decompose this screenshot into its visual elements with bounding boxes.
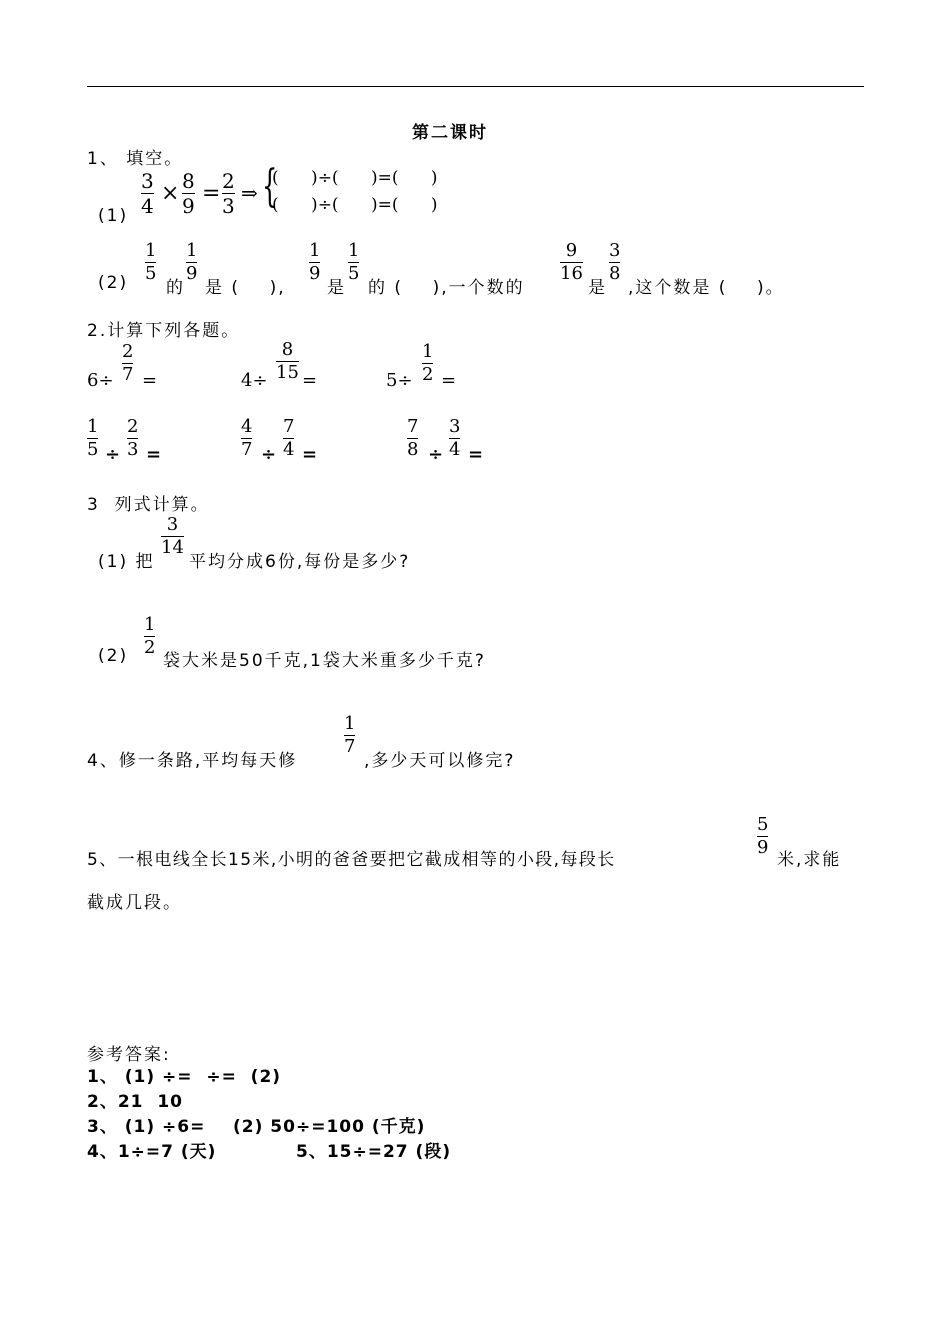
fraction: 1 5 — [87, 416, 99, 460]
expr-text: = — [302, 370, 318, 391]
expr-text: 6÷ — [87, 370, 114, 391]
q5-text: 米,求能 — [777, 850, 842, 870]
fraction: 1 7 — [344, 713, 356, 757]
fraction: 1 5 — [145, 240, 157, 284]
q5-text: 5、一根电线全长15米,小明的爸爸要把它截成相等的小段,每段长 — [87, 850, 616, 870]
fraction: 8 15 — [276, 339, 299, 383]
q5-text: 截成几段。 — [87, 893, 182, 913]
answer-line: 5、15÷=27 (段) — [296, 1142, 452, 1162]
fraction: 3 14 — [161, 514, 184, 558]
page-title: 第二课时 — [412, 123, 488, 143]
fraction: 3 4 — [449, 416, 461, 460]
fraction: 3 8 — [609, 240, 621, 284]
expr-text: 5÷ — [386, 370, 413, 391]
fraction: 1 9 — [186, 240, 198, 284]
q3-p2-label: (2) — [98, 646, 129, 666]
text: 的 ( ),一个数的 — [368, 278, 525, 298]
answer-line: 1、 (1) ÷= ÷= (2) — [87, 1067, 282, 1087]
expr-text: = — [302, 444, 318, 465]
q3-heading: 3 列式计算。 — [87, 495, 210, 515]
divide-sign: ÷ — [105, 444, 121, 465]
text: 是 — [588, 278, 607, 298]
fraction: 7 8 — [407, 416, 419, 460]
answers-heading: 参考答案: — [87, 1045, 171, 1065]
divide-sign: ÷ — [261, 444, 277, 465]
expr-text: = — [146, 444, 162, 465]
fraction: 1 9 — [309, 240, 321, 284]
fraction: 3 4 — [141, 169, 154, 218]
q2-heading: 2.计算下列各题。 — [87, 321, 241, 341]
q1-heading: 1、 填空。 — [87, 149, 184, 169]
expr-text: = — [441, 370, 457, 391]
fraction: 1 5 — [348, 240, 360, 284]
q1-p2-label: (2) — [98, 273, 129, 293]
fraction: 1 2 — [422, 341, 434, 385]
q3-p1-text: (1) 把 — [98, 552, 155, 572]
fraction: 2 3 — [127, 416, 139, 460]
brace-row: ( )÷( )=( ) — [272, 195, 438, 215]
left-brace: { — [262, 161, 278, 212]
fraction: 4 7 — [241, 416, 253, 460]
q3-p1-text: 平均分成6份,每份是多少? — [189, 552, 411, 572]
answer-line: 4、1÷=7 (天) — [87, 1142, 217, 1162]
answer-line: 3、 (1) ÷6= (2) 50÷=100 (千克) — [87, 1117, 426, 1137]
text: 是 ( ), — [205, 278, 286, 298]
fraction: 5 9 — [757, 814, 769, 858]
expr-text: = — [142, 370, 158, 391]
q4-text: 4、修一条路,平均每天修 — [87, 751, 298, 771]
fraction: 8 9 — [182, 169, 195, 218]
implies-arrow: ⇒ — [241, 181, 258, 205]
q3-p2-text: 袋大米是50千克,1袋大米重多少千克? — [163, 651, 486, 671]
expr-text: 4÷ — [241, 370, 268, 391]
fraction: 1 2 — [144, 614, 156, 658]
equals-sign: = — [202, 181, 221, 206]
answer-line: 2、21 10 — [87, 1092, 183, 1112]
header-rule — [87, 86, 864, 87]
fraction: 2 3 — [222, 169, 235, 218]
divide-sign: ÷ — [428, 444, 444, 465]
q1-p1-label: (1) — [98, 206, 129, 226]
q4-text: ,多少天可以修完? — [364, 751, 516, 771]
fraction: 2 7 — [122, 341, 134, 385]
fraction: 7 4 — [283, 416, 295, 460]
expr-text: = — [468, 444, 484, 465]
brace-row: ( )÷( )=( ) — [272, 168, 438, 188]
text: 是 — [327, 278, 346, 298]
times-sign: × — [161, 181, 180, 206]
text: 的 — [166, 278, 185, 298]
text: ,这个数是 ( )。 — [628, 278, 785, 298]
fraction: 9 16 — [560, 240, 583, 284]
